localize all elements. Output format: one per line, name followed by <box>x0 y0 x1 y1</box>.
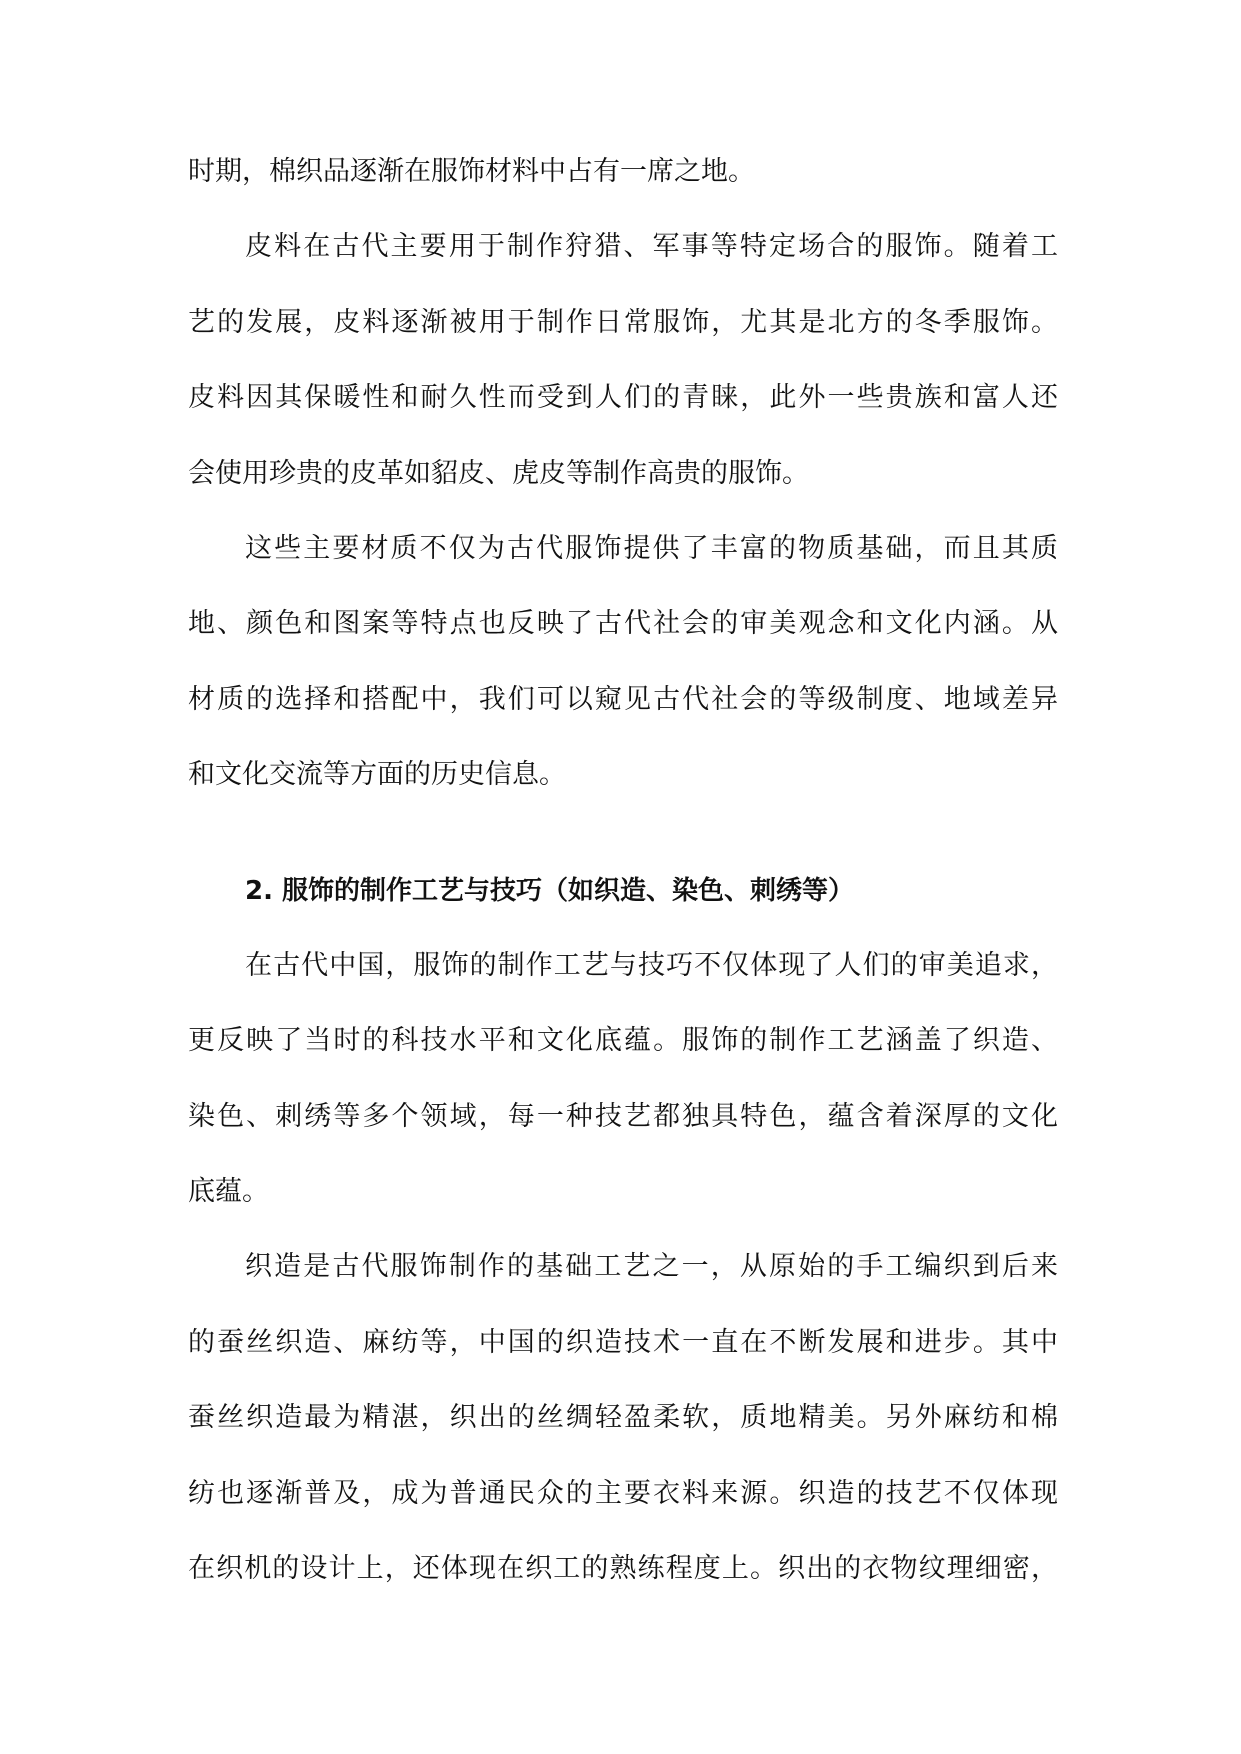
paragraph-line: 地、颜色和图案等特点也反映了古代社会的审美观念和文化内涵。从 <box>188 608 1058 640</box>
paragraph-line: 纺也逐渐普及，成为普通民众的主要衣料来源。织造的技艺不仅体现 <box>188 1477 1058 1509</box>
paragraph-line: 皮料在古代主要用于制作狩猎、军事等特定场合的服饰。随着工 <box>245 231 1058 263</box>
paragraph-line: 染色、刺绣等多个领域，每一种技艺都独具特色，蕴含着深厚的文化 <box>188 1100 1058 1132</box>
paragraph-line: 时期，棉织品逐渐在服饰材料中占有一席之地。 <box>188 156 755 187</box>
paragraph-line: 蚕丝织造最为精湛，织出的丝绸轻盈柔软，质地精美。另外麻纺和棉 <box>188 1402 1058 1434</box>
paragraph-line: 更反映了当时的科技水平和文化底蕴。服饰的制作工艺涵盖了织造、 <box>188 1025 1058 1057</box>
paragraph-line: 这些主要材质不仅为古代服饰提供了丰富的物质基础，而且其质 <box>245 532 1058 564</box>
section-heading: 2. 服饰的制作工艺与技巧（如织造、染色、刺绣等） <box>245 875 855 906</box>
paragraph-line: 艺的发展，皮料逐渐被用于制作日常服饰，尤其是北方的冬季服饰。 <box>188 306 1058 338</box>
paragraph-line: 皮料因其保暖性和耐久性而受到人们的青睐，此外一些贵族和富人还 <box>188 382 1058 414</box>
paragraph-line: 材质的选择和搭配中，我们可以窥见古代社会的等级制度、地域差异 <box>188 683 1058 715</box>
paragraph-line: 在古代中国，服饰的制作工艺与技巧不仅体现了人们的审美追求， <box>245 949 1058 981</box>
paragraph-line: 和文化交流等方面的历史信息。 <box>188 759 566 791</box>
paragraph-line: 的蚕丝织造、麻纺等，中国的织造技术一直在不断发展和进步。其中 <box>188 1326 1058 1358</box>
section-spacer <box>188 821 1058 861</box>
paragraph-line: 织造是古代服饰制作的基础工艺之一，从原始的手工编织到后来 <box>245 1251 1058 1283</box>
paragraph-line: 会使用珍贵的皮革如貂皮、虎皮等制作高贵的服饰。 <box>188 457 809 489</box>
paragraph-line: 在织机的设计上，还体现在织工的熟练程度上。织出的衣物纹理细密， <box>188 1553 1058 1585</box>
paragraph-line: 底蕴。 <box>188 1176 269 1208</box>
document-body <box>188 142 1058 1614</box>
